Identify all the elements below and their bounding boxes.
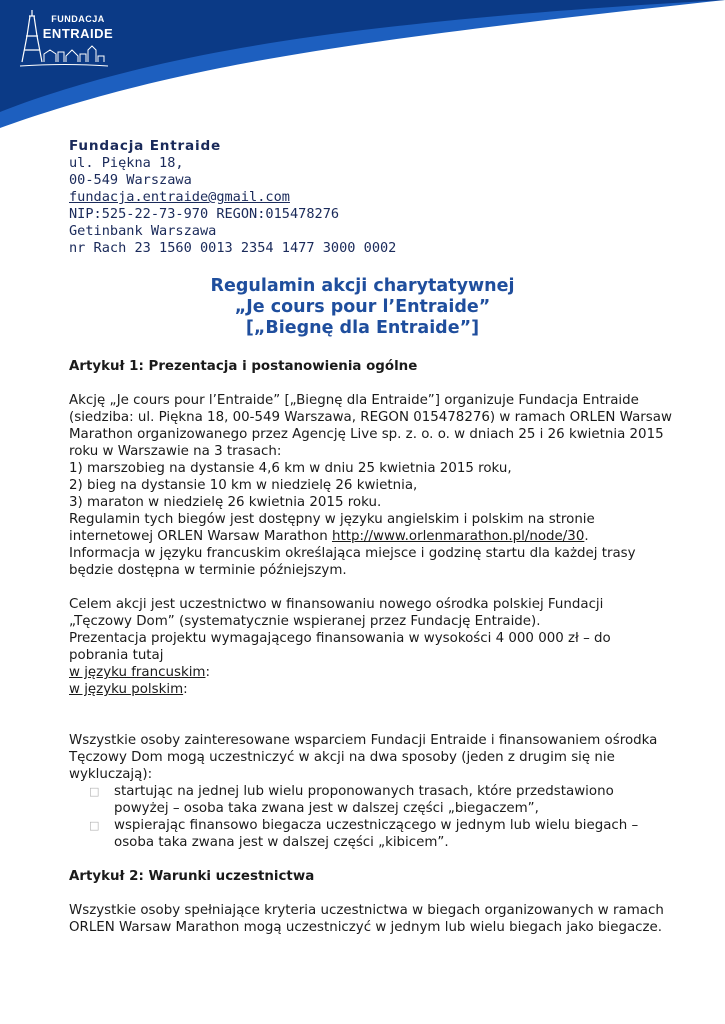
- title-line-2: „Je cours pour l’Entraide”: [234, 297, 491, 317]
- list-item: □ wspierając finansowo biegacza uczestniczącego w jednym lub wielu biegach – osoba taka zwana jest w dalszej części „kibicem”.: [89, 818, 639, 850]
- article-2-paragraph-1: Wszystkie osoby spełniające kryteria uczestnictwa w biegach organizowanych w ramach ORLEN Warsaw Marathon mogą uczestniczyć w jednym lub wielu biegach jako biegacze.: [69, 903, 664, 935]
- document-title: [0, 276, 725, 339]
- presentation-polish-link[interactable]: w języku polskim: [69, 682, 184, 697]
- logo-text-fundacja: FUNDACJA: [51, 14, 105, 24]
- email-link[interactable]: fundacja.entraide@gmail.com: [69, 189, 290, 205]
- checkbox-bullet-icon: □: [89, 785, 100, 798]
- checkbox-bullet-icon: □: [89, 819, 100, 832]
- article-1-paragraph-3: Wszystkie osoby zainteresowane wsparciem Fundacji Entraide i finansowaniem ośrodka Tęczowy Dom mogą uczestniczyć w akcji na dwa sposoby (jeden z drugim się nie wykluczają):: [69, 733, 658, 782]
- article-2-heading: Artykuł 2: Warunki uczestnictwa: [69, 869, 315, 884]
- title-line-3: [„Biegnę dla Entraide”]: [245, 318, 480, 338]
- document-body: [69, 358, 672, 936]
- logo-text-entraide: ENTRAIDE: [42, 26, 114, 41]
- article-1-heading: Artykuł 1: Prezentacja i postanowienia ogólne: [69, 359, 418, 374]
- header-band: [0, 0, 725, 140]
- bank-name: Getinbank Warszawa: [69, 223, 217, 239]
- org-name: Fundacja Entraide: [69, 138, 222, 154]
- marathon-rules-link[interactable]: http://www.orlenmarathon.pl/node/30: [331, 529, 585, 544]
- article-1-paragraph-1: Akcję „Je cours pour l’Entraide” [„Biegnę dla Entraide”] organizuje Fundacja Entraide (siedziba: ul. Piękna 18, 00-549 Warszawa, REGON 015478276) w ramach ORLEN Warsaw Marathon organizowanego przez Agencję Live sp. z. o. o. w dniach 25 i 26 kwietnia 2015 roku w Warszawie na 3 trasach: 1) marszobieg na dystansie 4,6 km w dniu 25 kwietnia 2015 roku, 2) bieg na dystansie 10 km w niedzielę 26 kwietnia, 3) maraton w niedzielę 26 kwietnia 2015 roku. Regulamin tych biegów jest dostępny w języku angielskim i polskim na stronie internetowej ORLEN Warsaw Marathon http://www.orlenmarathon.pl/node/30. Informacja w języku francuskim określająca miejsce i godzinę startu dla każdej trasy będzie dostępna w terminie późniejszym.: [69, 393, 672, 578]
- tax-ids: NIP:525-22-73-970 REGON:015478276: [69, 206, 340, 222]
- address-street: ul. Piękna 18,: [69, 155, 184, 171]
- bank-account: nr Rach 23 1560 0013 2354 1477 3000 0002: [69, 240, 397, 256]
- article-1-paragraph-2: Celem akcji jest uczestnictwo w finansowaniu nowego ośrodka polskiej Fundacji „Tęczowy Dom” (systematycznie wspieranej przez Fundację Entraide). Prezentacja projektu wymagającego finansowania w wysokości 4 000 000 zł – do pobrania tutaj w języku francuskim: w języku polskim:: [69, 597, 611, 697]
- address-city: 00-549 Warszawa: [69, 172, 192, 188]
- address-block: [69, 138, 669, 257]
- title-line-1: Regulamin akcji charytatywnej: [210, 276, 515, 296]
- presentation-french-link[interactable]: w języku francuskim: [69, 665, 206, 680]
- list-item: □ startując na jednej lub wielu proponowanych trasach, które przedstawiono powyżej – osoba taka zwana jest w dalszej części „biegaczem”,: [89, 784, 614, 816]
